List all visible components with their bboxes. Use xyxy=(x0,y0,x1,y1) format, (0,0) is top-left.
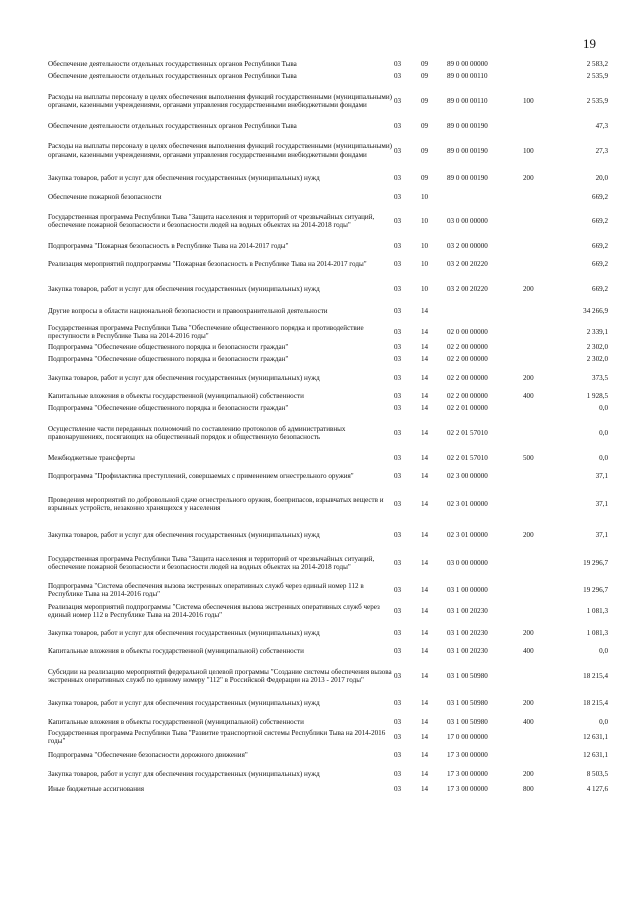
table-row xyxy=(48,402,608,414)
row-section: 03 xyxy=(394,60,402,69)
row-subsection: 14 xyxy=(421,392,429,400)
table-row xyxy=(48,626,608,638)
row-section: 03 xyxy=(394,260,402,269)
row-sum: 0,0 xyxy=(599,717,608,726)
row-target-article: 03 1 00 50980 xyxy=(447,717,488,726)
table-row xyxy=(48,191,608,203)
table-row xyxy=(48,240,608,252)
row-section: 03 xyxy=(394,784,402,793)
table-row xyxy=(48,418,608,449)
row-section: 03 xyxy=(394,732,402,741)
row-sum: 2 302,0 xyxy=(586,342,608,351)
row-sum: 37,1 xyxy=(595,531,608,540)
row-subsection: 14 xyxy=(421,327,429,336)
row-target-article: 02 3 01 00000 xyxy=(447,531,488,540)
row-expense-type: 200 xyxy=(523,285,534,294)
table-row xyxy=(48,602,608,620)
row-sum: 4 127,6 xyxy=(586,784,608,793)
row-sum: 2 583,2 xyxy=(586,60,608,69)
table-row xyxy=(48,206,608,237)
row-target-article: 02 3 01 00000 xyxy=(447,499,488,508)
row-section: 03 xyxy=(394,72,402,81)
row-sum: 37,1 xyxy=(595,499,608,508)
page-number: 19 xyxy=(583,36,596,51)
row-target-article: 17 3 00 00000 xyxy=(447,784,488,793)
table-row xyxy=(48,767,608,779)
row-subsection: 14 xyxy=(421,699,429,708)
row-section: 03 xyxy=(394,646,402,655)
row-section: 03 xyxy=(394,327,402,336)
row-expense-type: 500 xyxy=(523,453,534,462)
row-section: 03 xyxy=(394,607,402,616)
row-expense-type: 200 xyxy=(523,699,534,708)
row-section: 03 xyxy=(394,558,402,567)
row-sum: 8 503,5 xyxy=(586,769,608,778)
table-row xyxy=(48,495,608,513)
row-section: 03 xyxy=(394,628,402,637)
row-section: 03 xyxy=(394,717,402,726)
row-target-article: 02 2 01 57010 xyxy=(447,429,488,438)
row-section: 03 xyxy=(394,355,402,364)
row-section: 03 xyxy=(394,217,402,226)
row-subsection: 10 xyxy=(421,260,429,269)
table-row xyxy=(48,660,608,691)
row-section: 03 xyxy=(394,531,402,540)
row-sum: 2 339,1 xyxy=(586,327,608,336)
row-target-article: 89 0 00 00190 xyxy=(447,146,488,155)
row-name: Расходы на выплаты персоналу в целях обеспечения выполнения функций государственными (муниципальными) органами, казенными учреждениями, органами управления государственными внебюджетными фондами xyxy=(48,142,393,159)
table-row xyxy=(48,547,608,578)
row-subsection: 14 xyxy=(421,646,429,655)
table-row xyxy=(48,135,608,166)
table-row xyxy=(48,353,608,365)
row-name: Реализация мероприятий подпрограммы "Система обеспечения вызова экстренных оперативных служб через единый номер 112 в Республике Тыва на 2014-2016 годы" xyxy=(48,603,380,620)
row-sum: 19 296,7 xyxy=(583,586,608,595)
row-subsection: 14 xyxy=(421,429,429,438)
row-target-article: 03 2 00 20220 xyxy=(447,285,488,294)
row-sum: 669,2 xyxy=(592,242,608,251)
row-sum: 1 081,3 xyxy=(586,607,608,616)
row-target-article: 02 2 01 57010 xyxy=(447,453,488,462)
row-subsection: 14 xyxy=(421,732,429,741)
row-section: 03 xyxy=(394,342,402,351)
row-subsection: 10 xyxy=(421,192,429,201)
row-subsection: 14 xyxy=(421,453,429,462)
table-row xyxy=(48,697,608,709)
row-section: 03 xyxy=(394,499,402,508)
row-section: 03 xyxy=(394,373,402,382)
row-section: 03 xyxy=(394,453,402,462)
row-sum: 18 215,4 xyxy=(583,671,608,680)
row-expense-type: 800 xyxy=(523,784,534,793)
row-subsection: 14 xyxy=(421,306,429,315)
row-sum: 669,2 xyxy=(592,192,608,201)
row-section: 03 xyxy=(394,192,402,201)
row-sum: 2 535,9 xyxy=(586,97,608,106)
row-expense-type: 100 xyxy=(523,97,534,106)
row-name: Подпрограмма "Обеспечение общественного порядка и безопасности граждан" xyxy=(48,342,289,351)
row-name: Обеспечение деятельности отдельных государственных органов Республики Тыва xyxy=(48,60,297,69)
row-name: Другие вопросы в области национальной безопасности и правоохранительной деятельности xyxy=(48,306,328,315)
row-name: Подпрограмма "Обеспечение общественного порядка и безопасности граждан" xyxy=(48,404,289,413)
table-row xyxy=(48,120,608,132)
row-subsection: 14 xyxy=(421,499,429,508)
row-name: Подпрограмма "Обеспечение безопасности дорожного движения" xyxy=(48,751,248,760)
row-name: Иные бюджетные ассигнования xyxy=(48,784,145,793)
table-row xyxy=(48,390,608,402)
row-target-article: 03 2 00 20220 xyxy=(447,260,488,269)
table-row xyxy=(48,645,608,657)
row-subsection: 14 xyxy=(421,784,429,793)
row-name: Закупка товаров, работ и услуг для обеспечения государственных (муниципальных) нужд xyxy=(48,769,320,778)
row-subsection: 14 xyxy=(421,355,429,364)
row-target-article: 02 2 00 00000 xyxy=(447,342,488,351)
row-sum: 47,3 xyxy=(595,121,608,130)
row-sum: 0,0 xyxy=(599,429,608,438)
row-subsection: 09 xyxy=(421,97,429,106)
row-subsection: 10 xyxy=(421,242,429,251)
row-name: Расходы на выплаты персоналу в целях обеспечения выполнения функций государственными (муниципальными) органами, казенными учреждениями, органами управления государственными внебюджетными фондами xyxy=(48,93,393,110)
row-target-article: 03 1 00 20230 xyxy=(447,628,488,637)
row-section: 03 xyxy=(394,471,402,480)
table-row xyxy=(48,58,608,70)
row-name: Обеспечение пожарной безопасности xyxy=(48,192,162,201)
row-target-article: 89 0 00 00190 xyxy=(447,174,488,183)
row-subsection: 10 xyxy=(421,285,429,294)
row-sum: 2 535,9 xyxy=(586,72,608,81)
row-section: 03 xyxy=(394,404,402,413)
row-target-article: 17 3 00 00000 xyxy=(447,769,488,778)
table-row xyxy=(48,581,608,599)
row-section: 03 xyxy=(394,242,402,251)
row-section: 03 xyxy=(394,671,402,680)
table-row xyxy=(48,467,608,485)
row-sum: 1 928,5 xyxy=(586,392,608,400)
row-sum: 1 081,3 xyxy=(586,628,608,637)
row-target-article: 17 3 00 00000 xyxy=(447,751,488,760)
row-name: Подпрограмма "Система обеспечения вызова экстренных оперативных служб через единый номер 112 в Республике Тыва на 2014-2016 годы" xyxy=(48,582,364,599)
row-sum: 12 631,1 xyxy=(583,732,608,741)
row-subsection: 09 xyxy=(421,146,429,155)
row-name: Осуществление части переданных полномочий по составлению протоколов об административных правонарушениях, посягающих на общественный порядок и общественную безопасность xyxy=(48,424,346,442)
row-expense-type: 400 xyxy=(523,717,534,726)
row-section: 03 xyxy=(394,146,402,155)
row-target-article: 02 0 00 00000 xyxy=(447,327,488,336)
row-name: Обеспечение деятельности отдельных государственных органов Республики Тыва xyxy=(48,72,297,81)
row-name: Подпрограмма "Обеспечение общественного порядка и безопасности граждан" xyxy=(48,355,289,364)
row-target-article: 03 1 00 20230 xyxy=(447,607,488,616)
row-sum: 0,0 xyxy=(599,453,608,462)
row-target-article: 89 0 00 00110 xyxy=(447,97,488,106)
row-subsection: 14 xyxy=(421,531,429,540)
row-target-article: 02 2 00 00000 xyxy=(447,355,488,364)
row-target-article: 02 2 00 00000 xyxy=(447,373,488,382)
row-name: Закупка товаров, работ и услуг для обеспечения государственных (муниципальных) нужд xyxy=(48,628,320,637)
row-subsection: 09 xyxy=(421,60,429,69)
row-sum: 0,0 xyxy=(599,646,608,655)
row-target-article: 17 0 00 00000 xyxy=(447,732,488,741)
row-section: 03 xyxy=(394,97,402,106)
row-name: Межбюджетные трансферты xyxy=(48,453,135,462)
row-section: 03 xyxy=(394,121,402,130)
row-name: Капитальные вложения в объекты государственной (муниципальной) собственности xyxy=(48,646,304,655)
row-sum: 34 266,9 xyxy=(583,306,608,315)
table-row xyxy=(48,341,608,353)
row-subsection: 14 xyxy=(421,628,429,637)
row-target-article: 03 1 00 50980 xyxy=(447,671,488,680)
row-name: Государственная программа Республики Тыва "Развитие транспортной системы Республики Тыва на 2014-2016 годы" xyxy=(48,728,386,746)
row-sum: 12 631,1 xyxy=(583,751,608,760)
table-row xyxy=(48,452,608,464)
row-expense-type: 200 xyxy=(523,531,534,540)
row-sum: 19 296,7 xyxy=(583,558,608,567)
table-row xyxy=(48,172,608,184)
row-subsection: 14 xyxy=(421,404,429,413)
row-name: Закупка товаров, работ и услуг для обеспечения государственных (муниципальных) нужд xyxy=(48,174,320,183)
row-expense-type: 200 xyxy=(523,373,534,382)
row-target-article: 03 0 00 00000 xyxy=(447,558,488,567)
row-sum: 669,2 xyxy=(592,217,608,226)
row-subsection: 14 xyxy=(421,607,429,616)
row-subsection: 09 xyxy=(421,72,429,81)
row-target-article: 03 0 00 00000 xyxy=(447,217,488,226)
row-sum: 27,3 xyxy=(595,146,608,155)
row-section: 03 xyxy=(394,751,402,760)
row-name: Государственная программа Республики Тыва "Защита населения и территорий от чрезвычайных ситуаций, обеспечение пожарной безопасности и безопасности людей на водных объектах на 2014-2018 годы" xyxy=(48,213,375,230)
table-row xyxy=(48,728,608,746)
row-name: Закупка товаров, работ и услуг для обеспечения государственных (муниципальных) нужд xyxy=(48,285,320,294)
row-sum: 37,1 xyxy=(595,471,608,480)
row-name: Обеспечение деятельности отдельных государственных органов Республики Тыва xyxy=(48,121,297,130)
row-subsection: 14 xyxy=(421,751,429,760)
row-target-article: 03 1 00 00000 xyxy=(447,586,488,595)
row-expense-type: 200 xyxy=(523,174,534,183)
row-name: Государственная программа Республики Тыва "Обеспечение общественного порядка и противодействие преступности в Республике Тыва на 2014-2016 годы" xyxy=(48,323,364,340)
table-row xyxy=(48,255,608,273)
row-name: Закупка товаров, работ и услуг для обеспечения государственных (муниципальных) нужд xyxy=(48,373,320,382)
row-section: 03 xyxy=(394,285,402,294)
row-section: 03 xyxy=(394,392,402,400)
row-sum: 2 302,0 xyxy=(586,355,608,364)
row-subsection: 14 xyxy=(421,558,429,567)
row-target-article: 89 0 00 00000 xyxy=(447,60,488,69)
row-section: 03 xyxy=(394,174,402,183)
row-section: 03 xyxy=(394,769,402,778)
table-row xyxy=(48,283,608,295)
row-sum: 669,2 xyxy=(592,285,608,294)
row-name: Проведения мероприятий по добровольной сдаче огнестрельного оружия, боеприпасов, взрывчатых веществ и взрывных устройств, незаконно хранящихся у населения xyxy=(48,495,384,513)
row-subsection: 09 xyxy=(421,121,429,130)
table-row xyxy=(48,302,608,320)
table-row xyxy=(48,323,608,341)
row-expense-type: 400 xyxy=(523,392,534,400)
row-name: Государственная программа Республики Тыва "Защита населения и территорий от чрезвычайных ситуаций, обеспечение пожарной безопасности и безопасности людей на водных объектах на 2014-2018 годы" xyxy=(48,554,375,571)
row-name: Подпрограмма "Пожарная безопасность в Республике Тыва на 2014-2017 годы" xyxy=(48,242,289,251)
row-target-article: 02 2 01 00000 xyxy=(447,404,488,413)
row-name: Закупка товаров, работ и услуг для обеспечения государственных (муниципальных) нужд xyxy=(48,699,320,708)
row-sum: 373,5 xyxy=(592,373,608,382)
table-row xyxy=(48,783,608,795)
row-target-article: 03 2 00 00000 xyxy=(447,242,488,251)
row-subsection: 14 xyxy=(421,471,429,480)
row-section: 03 xyxy=(394,586,402,595)
row-name: Реализация мероприятий подпрограммы "Пожарная безопасность в Республике Тыва на 2014-2017 годы" xyxy=(48,260,367,269)
table-row xyxy=(48,749,608,761)
row-subsection: 14 xyxy=(421,717,429,726)
row-name: Капитальные вложения в объекты государственной (муниципальной) собственности xyxy=(48,392,304,400)
row-expense-type: 400 xyxy=(523,646,534,655)
row-subsection: 14 xyxy=(421,671,429,680)
table-row xyxy=(48,372,608,384)
row-subsection: 14 xyxy=(421,769,429,778)
row-subsection: 14 xyxy=(421,373,429,382)
row-name: Субсидии на реализацию мероприятий федеральной целевой программы "Создание системы обеспечения вызова экстренных оперативных служб по единому номеру "112" в Российской Федерации на 2013 - 2017 годы" xyxy=(48,667,392,684)
table-row xyxy=(48,70,608,82)
row-subsection: 09 xyxy=(421,174,429,183)
row-subsection: 14 xyxy=(421,586,429,595)
row-target-article: 89 0 00 00110 xyxy=(447,72,488,81)
row-target-article: 03 1 00 20230 xyxy=(447,646,488,655)
row-name: Подпрограмма "Профилактика преступлений, совершаемых с применением огнестрельного оружия" xyxy=(48,471,354,480)
row-name: Капитальные вложения в объекты государственной (муниципальной) собственности xyxy=(48,717,304,726)
table-row xyxy=(48,716,608,728)
row-sum: 18 215,4 xyxy=(583,699,608,708)
row-target-article: 89 0 00 00190 xyxy=(447,121,488,130)
table-row xyxy=(48,86,608,117)
row-target-article: 02 2 00 00000 xyxy=(447,392,488,400)
row-name: Закупка товаров, работ и услуг для обеспечения государственных (муниципальных) нужд xyxy=(48,531,320,540)
row-section: 03 xyxy=(394,699,402,708)
row-sum: 0,0 xyxy=(599,404,608,413)
row-sum: 20,0 xyxy=(595,174,608,183)
budget-table xyxy=(48,58,608,795)
row-target-article: 02 3 00 00000 xyxy=(447,471,488,480)
row-expense-type: 200 xyxy=(523,628,534,637)
row-target-article: 03 1 00 50980 xyxy=(447,699,488,708)
row-subsection: 10 xyxy=(421,217,429,226)
row-section: 03 xyxy=(394,306,402,315)
table-row xyxy=(48,529,608,541)
row-expense-type: 200 xyxy=(523,769,534,778)
row-expense-type: 100 xyxy=(523,146,534,155)
row-sum: 669,2 xyxy=(592,260,608,269)
row-subsection: 14 xyxy=(421,342,429,351)
row-section: 03 xyxy=(394,429,402,438)
